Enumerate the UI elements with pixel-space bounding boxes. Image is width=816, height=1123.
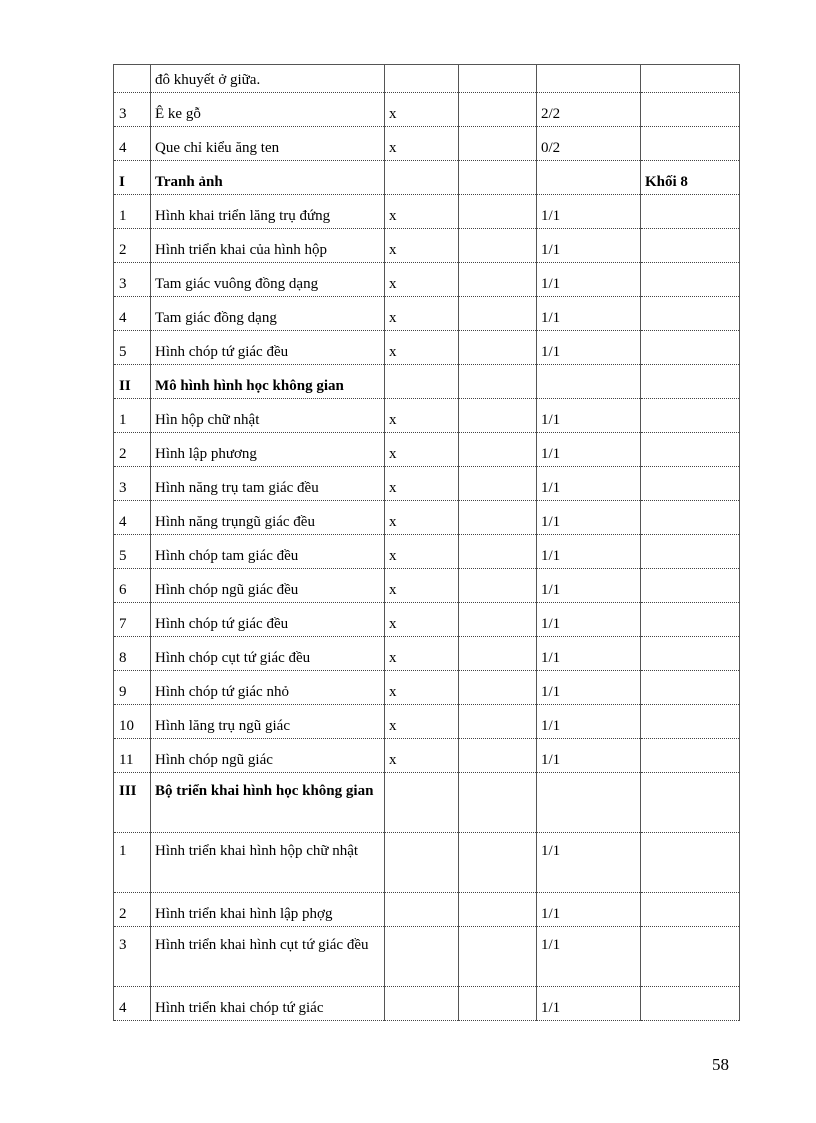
table-row <box>114 739 740 773</box>
note-cell <box>641 501 740 535</box>
empty-cell <box>459 987 537 1021</box>
item-name: Hình triển khai hình lập phợg <box>151 893 385 927</box>
quantity-cell <box>537 773 641 833</box>
quantity-cell: 1/1 <box>537 399 641 433</box>
empty-cell <box>459 569 537 603</box>
mark-cell <box>385 365 459 399</box>
item-name: Hình chóp tứ giác đều <box>151 603 385 637</box>
empty-cell <box>459 671 537 705</box>
grade-label: Khối 8 <box>641 161 740 195</box>
row-number: 4 <box>114 127 151 161</box>
note-cell <box>641 603 740 637</box>
item-name: Hình triển khai hình hộp chữ nhật <box>151 833 385 893</box>
note-cell <box>641 705 740 739</box>
note-cell <box>641 671 740 705</box>
mark-cell: x <box>385 739 459 773</box>
row-number: 8 <box>114 637 151 671</box>
quantity-cell <box>537 161 641 195</box>
empty-cell <box>459 705 537 739</box>
row-number: 4 <box>114 501 151 535</box>
table-row <box>114 927 740 987</box>
row-number: 2 <box>114 433 151 467</box>
table-row <box>114 331 740 365</box>
item-name: Hìn hộp chữ nhật <box>151 399 385 433</box>
row-number: 3 <box>114 93 151 127</box>
item-name: Tam giác vuông đồng dạng <box>151 263 385 297</box>
note-cell <box>641 229 740 263</box>
empty-cell <box>459 93 537 127</box>
mark-cell: x <box>385 297 459 331</box>
quantity-cell: 2/2 <box>537 93 641 127</box>
empty-cell <box>459 501 537 535</box>
empty-cell <box>459 229 537 263</box>
table-row <box>114 671 740 705</box>
item-name: Hình triển khai hình cụt tứ giác đều <box>151 927 385 987</box>
mark-cell: x <box>385 501 459 535</box>
section-title: Tranh ảnh <box>151 161 385 195</box>
table-row <box>114 987 740 1021</box>
mark-cell: x <box>385 229 459 263</box>
note-cell <box>641 739 740 773</box>
table-row <box>114 833 740 893</box>
note-cell <box>641 297 740 331</box>
empty-cell <box>459 535 537 569</box>
note-cell <box>641 263 740 297</box>
section-title: Bộ triển khai hình học không gian <box>151 773 385 833</box>
mark-cell: x <box>385 93 459 127</box>
mark-cell: x <box>385 603 459 637</box>
empty-cell <box>459 739 537 773</box>
row-number: 5 <box>114 535 151 569</box>
mark-cell <box>385 987 459 1021</box>
table-row <box>114 467 740 501</box>
table-row <box>114 93 740 127</box>
row-number: 10 <box>114 705 151 739</box>
table-row <box>114 535 740 569</box>
section-header-row <box>114 365 740 399</box>
row-number: 1 <box>114 399 151 433</box>
table-row <box>114 569 740 603</box>
item-name: Hình lập phương <box>151 433 385 467</box>
item-name: Hình khai triển lăng trụ đứng <box>151 195 385 229</box>
empty-cell <box>459 433 537 467</box>
table-row <box>114 229 740 263</box>
mark-cell <box>385 773 459 833</box>
table-row <box>114 127 740 161</box>
quantity-cell: 1/1 <box>537 987 641 1021</box>
empty-cell <box>459 603 537 637</box>
page-number: 58 <box>712 1055 729 1074</box>
note-cell <box>641 399 740 433</box>
item-name: Hình lăng trụ ngũ giác <box>151 705 385 739</box>
table-row <box>114 501 740 535</box>
quantity-cell: 1/1 <box>537 893 641 927</box>
table-row <box>114 65 740 93</box>
quantity-cell: 1/1 <box>537 569 641 603</box>
quantity-cell: 1/1 <box>537 739 641 773</box>
mark-cell <box>385 161 459 195</box>
row-number: 11 <box>114 739 151 773</box>
note-cell <box>641 365 740 399</box>
note-cell <box>641 987 740 1021</box>
quantity-cell: 1/1 <box>537 263 641 297</box>
empty-cell <box>459 263 537 297</box>
mark-cell: x <box>385 467 459 501</box>
row-number: 6 <box>114 569 151 603</box>
note-cell <box>641 127 740 161</box>
mark-cell: x <box>385 705 459 739</box>
row-number: 1 <box>114 833 151 893</box>
item-name: Que chỉ kiểu ăng ten <box>151 127 385 161</box>
item-name: Hình triển khai của hình hộp <box>151 229 385 263</box>
quantity-cell: 1/1 <box>537 671 641 705</box>
empty-cell <box>459 331 537 365</box>
table-row <box>114 893 740 927</box>
row-number: 4 <box>114 297 151 331</box>
note-cell <box>641 927 740 987</box>
quantity-cell: 1/1 <box>537 433 641 467</box>
table-row <box>114 263 740 297</box>
empty-cell <box>459 127 537 161</box>
item-name: Hình triển khai chóp tứ giác <box>151 987 385 1021</box>
quantity-cell <box>537 365 641 399</box>
quantity-cell: 1/1 <box>537 535 641 569</box>
quantity-cell <box>537 65 641 93</box>
empty-cell <box>459 467 537 501</box>
mark-cell: x <box>385 671 459 705</box>
note-cell <box>641 833 740 893</box>
item-name: Hình năng trụngũ giác đều <box>151 501 385 535</box>
note-cell <box>641 93 740 127</box>
mark-cell: x <box>385 433 459 467</box>
quantity-cell: 1/1 <box>537 603 641 637</box>
quantity-cell: 1/1 <box>537 927 641 987</box>
note-cell <box>641 467 740 501</box>
quantity-cell: 1/1 <box>537 297 641 331</box>
note-cell <box>641 331 740 365</box>
item-name: Hình chóp ngũ giác đều <box>151 569 385 603</box>
mark-cell: x <box>385 263 459 297</box>
row-number: 3 <box>114 263 151 297</box>
empty-cell <box>459 399 537 433</box>
item-name: Hình chóp cụt tứ giác đều <box>151 637 385 671</box>
section-number: II <box>114 365 151 399</box>
table-row <box>114 433 740 467</box>
quantity-cell: 1/1 <box>537 705 641 739</box>
empty-cell <box>459 297 537 331</box>
quantity-cell: 1/1 <box>537 229 641 263</box>
row-number: 2 <box>114 229 151 263</box>
mark-cell <box>385 893 459 927</box>
note-cell <box>641 65 740 93</box>
empty-cell <box>459 893 537 927</box>
section-header-row <box>114 161 740 195</box>
item-name: Tam giác đồng dạng <box>151 297 385 331</box>
section-number: III <box>114 773 151 833</box>
mark-cell <box>385 833 459 893</box>
item-name: Ê ke gỗ <box>151 93 385 127</box>
empty-cell <box>459 833 537 893</box>
note-cell <box>641 637 740 671</box>
quantity-cell: 1/1 <box>537 467 641 501</box>
mark-cell: x <box>385 535 459 569</box>
equipment-table <box>113 64 740 1021</box>
empty-cell <box>459 195 537 229</box>
table-row <box>114 637 740 671</box>
mark-cell: x <box>385 127 459 161</box>
table-row <box>114 297 740 331</box>
row-number: 1 <box>114 195 151 229</box>
row-number: 3 <box>114 927 151 987</box>
empty-cell <box>459 65 537 93</box>
mark-cell: x <box>385 399 459 433</box>
quantity-cell: 1/1 <box>537 833 641 893</box>
note-cell <box>641 535 740 569</box>
row-number: 5 <box>114 331 151 365</box>
note-cell <box>641 773 740 833</box>
table-row <box>114 603 740 637</box>
table-row <box>114 195 740 229</box>
mark-cell <box>385 65 459 93</box>
note-cell <box>641 569 740 603</box>
row-number: 7 <box>114 603 151 637</box>
row-number: 2 <box>114 893 151 927</box>
item-name: Hình chóp tứ giác đều <box>151 331 385 365</box>
note-cell <box>641 433 740 467</box>
empty-cell <box>459 927 537 987</box>
item-name: Hình chóp tam giác đều <box>151 535 385 569</box>
mark-cell: x <box>385 569 459 603</box>
note-cell <box>641 195 740 229</box>
mark-cell: x <box>385 637 459 671</box>
quantity-cell: 1/1 <box>537 501 641 535</box>
mark-cell: x <box>385 195 459 229</box>
row-number: 4 <box>114 987 151 1021</box>
empty-cell <box>459 365 537 399</box>
mark-cell <box>385 927 459 987</box>
section-header-row <box>114 773 740 833</box>
quantity-cell: 1/1 <box>537 637 641 671</box>
quantity-cell: 0/2 <box>537 127 641 161</box>
quantity-cell: 1/1 <box>537 195 641 229</box>
mark-cell: x <box>385 331 459 365</box>
note-cell <box>641 893 740 927</box>
item-name: Hình năng trụ tam giác đều <box>151 467 385 501</box>
row-number: 9 <box>114 671 151 705</box>
section-title: Mô hình hình học không gian <box>151 365 385 399</box>
row-number <box>114 65 151 93</box>
row-number: 3 <box>114 467 151 501</box>
item-name: Hình chóp ngũ giác <box>151 739 385 773</box>
empty-cell <box>459 773 537 833</box>
quantity-cell: 1/1 <box>537 331 641 365</box>
table-row <box>114 705 740 739</box>
section-number: I <box>114 161 151 195</box>
item-name: đô khuyết ở giữa. <box>151 65 385 93</box>
empty-cell <box>459 161 537 195</box>
table-row <box>114 399 740 433</box>
empty-cell <box>459 637 537 671</box>
item-name: Hình chóp tứ giác nhỏ <box>151 671 385 705</box>
